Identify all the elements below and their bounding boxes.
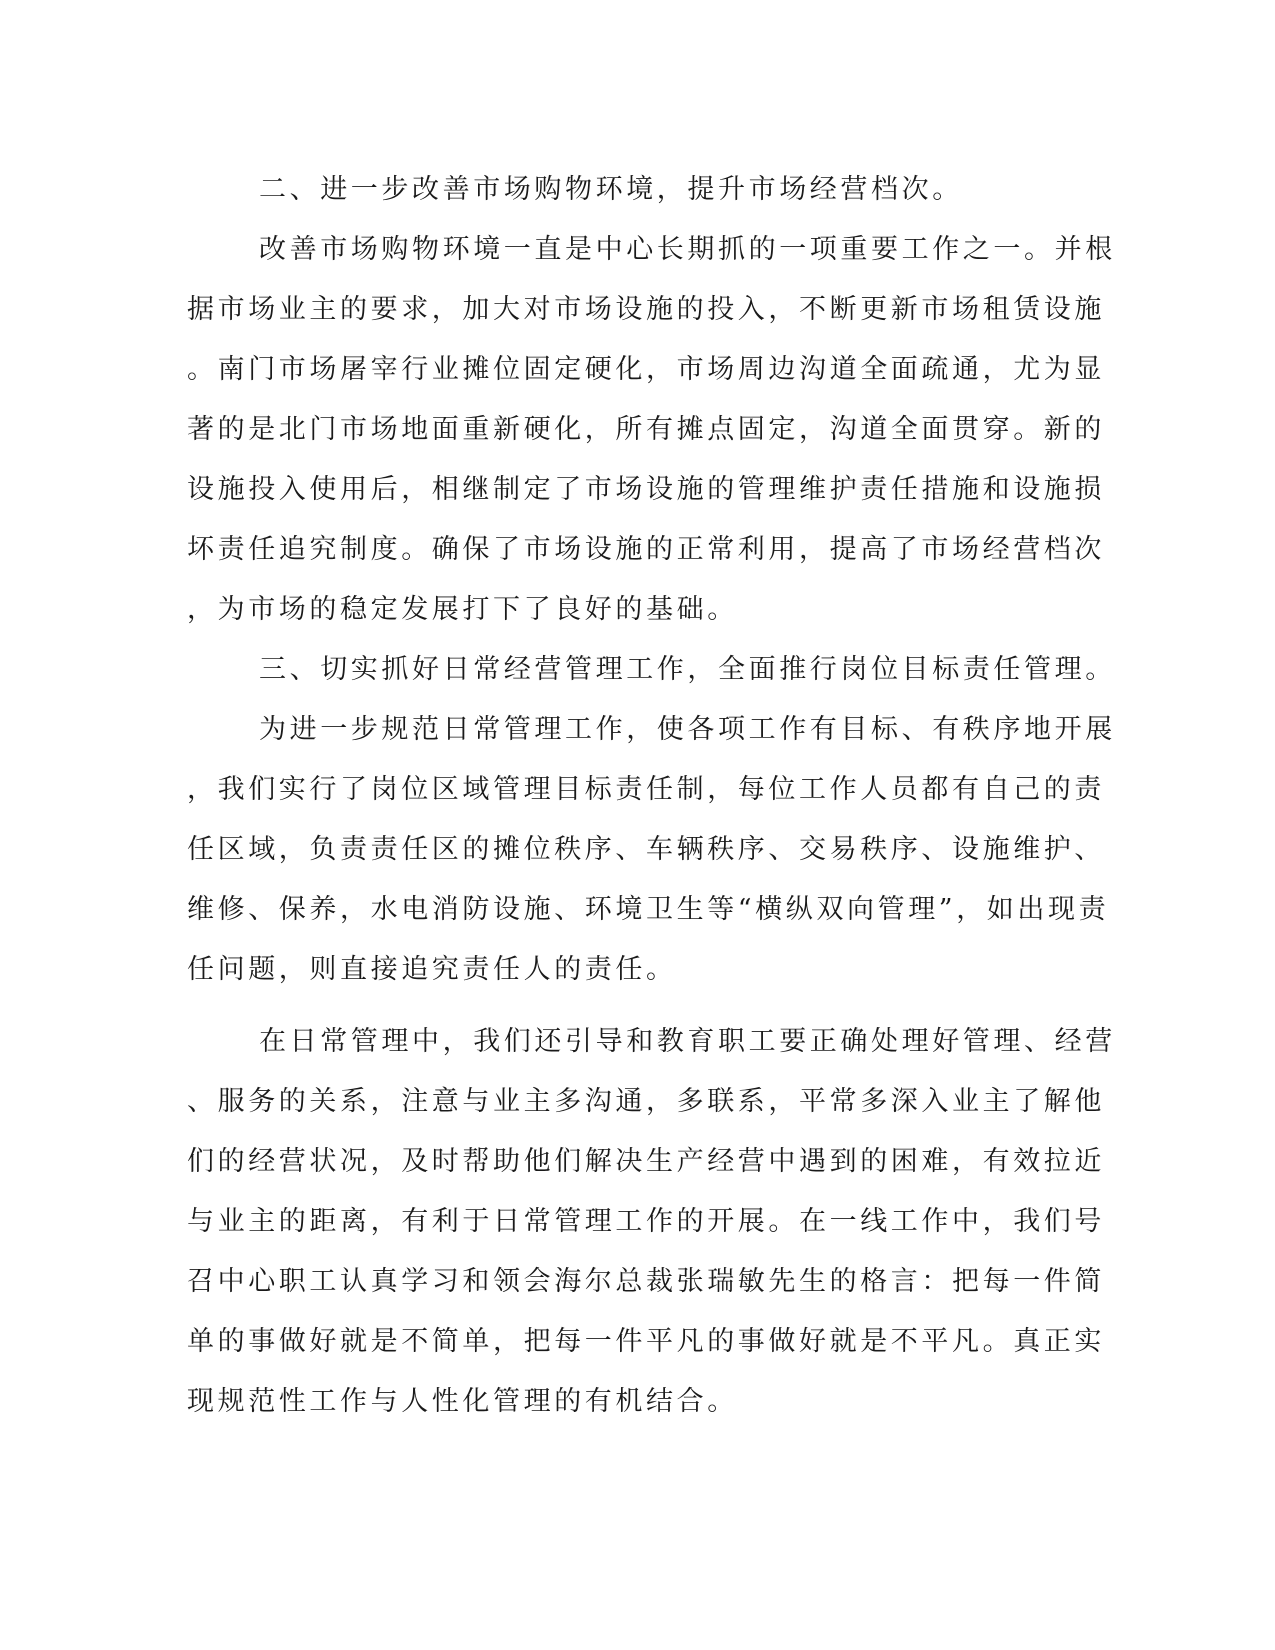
paragraph-line: 为进一步规范日常管理工作，使各项工作有目标、有秩序地开展	[259, 714, 1116, 745]
paragraph-line: 维修、保养，水电消防设施、环境卫生等“横纵双向管理”，如出现责	[187, 894, 1110, 925]
section-heading: 三、切实抓好日常经营管理工作，全面推行岗位目标责任管理。	[259, 654, 1116, 685]
paragraph-line: 设施投入使用后，相继制定了市场设施的管理维护责任措施和设施损	[187, 474, 1105, 505]
paragraph-line: 。南门市场屠宰行业摊位固定硬化，市场周边沟道全面疏通，尤为显	[187, 354, 1105, 385]
section-heading: 二、进一步改善市场购物环境，提升市场经营档次。	[259, 174, 963, 205]
paragraph-line: 召中心职工认真学习和领会海尔总裁张瑞敏先生的格言：把每一件简	[187, 1266, 1105, 1297]
paragraph-line: 在日常管理中，我们还引导和教育职工要正确处理好管理、经营	[259, 1026, 1116, 1057]
paragraph-line: ，为市场的稳定发展打下了良好的基础。	[187, 594, 738, 625]
paragraph-line: 据市场业主的要求，加大对市场设施的投入，不断更新市场租赁设施	[187, 294, 1105, 325]
paragraph-line: 现规范性工作与人性化管理的有机结合。	[187, 1386, 738, 1417]
document-body	[187, 160, 1116, 1432]
paragraph-line: ，我们实行了岗位区域管理目标责任制，每位工作人员都有自己的责	[187, 774, 1105, 805]
paragraph-line: 著的是北门市场地面重新硬化，所有摊点固定，沟道全面贯穿。新的	[187, 414, 1105, 445]
paragraph-line: 任区域，负责责任区的摊位秩序、车辆秩序、交易秩序、设施维护、	[187, 834, 1105, 865]
paragraph-line: 、服务的关系，注意与业主多沟通，多联系，平常多深入业主了解他	[187, 1086, 1105, 1117]
paragraph-line: 与业主的距离，有利于日常管理工作的开展。在一线工作中，我们号	[187, 1206, 1105, 1237]
paragraph-line: 任问题，则直接追究责任人的责任。	[187, 954, 677, 985]
paragraph-line: 坏责任追究制度。确保了市场设施的正常利用，提高了市场经营档次	[187, 534, 1105, 565]
paragraph-gap	[187, 1000, 1087, 1012]
paragraph-line: 单的事做好就是不简单，把每一件平凡的事做好就是不平凡。真正实	[187, 1326, 1105, 1357]
paragraph-line: 们的经营状况，及时帮助他们解决生产经营中遇到的困难，有效拉近	[187, 1146, 1105, 1177]
paragraph-line: 改善市场购物环境一直是中心长期抓的一项重要工作之一。并根	[259, 234, 1116, 265]
